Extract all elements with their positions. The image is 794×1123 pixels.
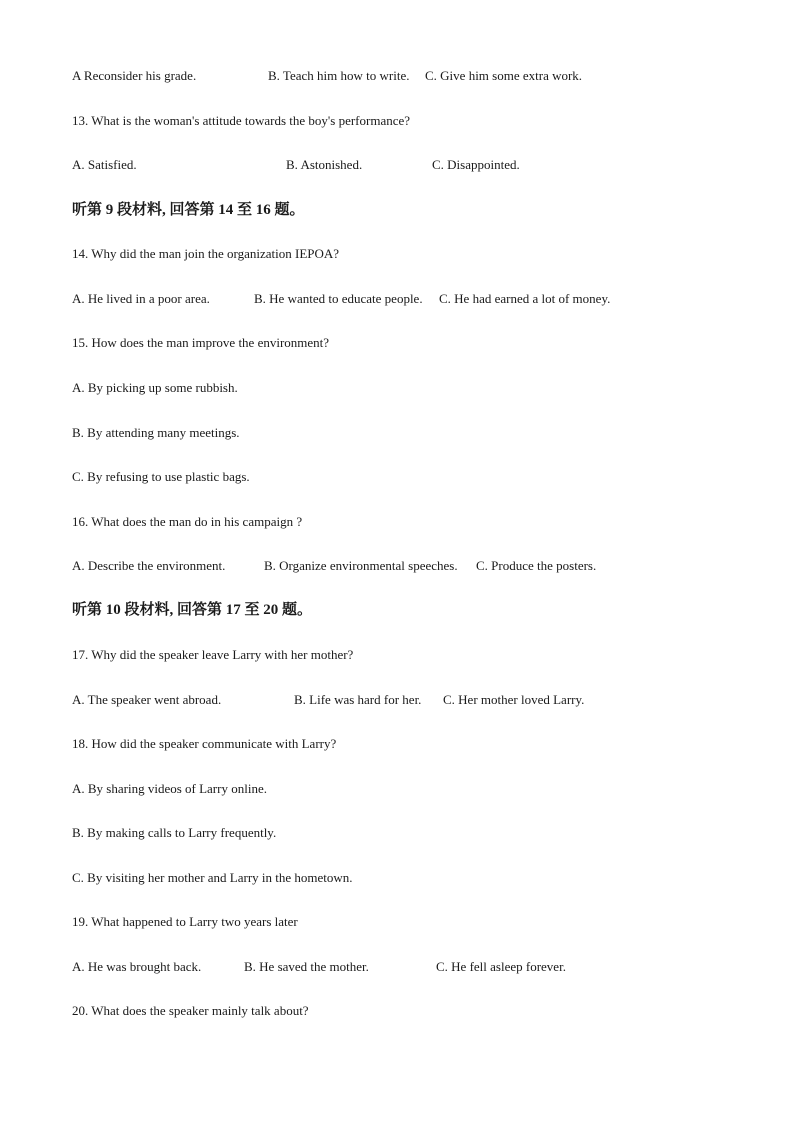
q14-question: 14. Why did the man join the organization IEPOA? xyxy=(72,246,340,261)
q15-option-a: A. By picking up some rubbish. xyxy=(72,380,238,395)
q16-option-a: A. Describe the environment. xyxy=(72,558,226,573)
q19-option-b: B. He saved the mother. xyxy=(244,959,369,974)
q18-option-a: A. By sharing videos of Larry online. xyxy=(72,781,267,796)
q18-option-c: C. By visiting her mother and Larry in the hometown. xyxy=(72,870,353,885)
q18-option-b: B. By making calls to Larry frequently. xyxy=(72,825,277,840)
q16-option-b: B. Organize environmental speeches. xyxy=(264,558,458,573)
section-10-heading: 听第 10 段材料, 回答第 17 至 20 题。 xyxy=(72,602,313,618)
q13-option-c: C. Disappointed. xyxy=(432,157,520,172)
q12-option-a: A Reconsider his grade. xyxy=(72,68,197,83)
q14-option-b: B. He wanted to educate people. xyxy=(254,291,423,306)
q17-option-c: C. Her mother loved Larry. xyxy=(443,692,585,707)
q16-option-c: C. Produce the posters. xyxy=(476,558,597,573)
q17-question: 17. Why did the speaker leave Larry with her mother? xyxy=(72,647,354,662)
q15-question: 15. How does the man improve the environment? xyxy=(72,335,330,350)
q12-option-c: C. Give him some extra work. xyxy=(425,68,583,83)
q18-question: 18. How did the speaker communicate with Larry? xyxy=(72,736,337,751)
q17-option-b: B. Life was hard for her. xyxy=(294,692,422,707)
q20-question: 20. What does the speaker mainly talk about? xyxy=(72,1003,309,1018)
q13-option-b: B. Astonished. xyxy=(286,157,363,172)
q12-option-b: B. Teach him how to write. xyxy=(268,68,410,83)
q14-option-a: A. He lived in a poor area. xyxy=(72,291,210,306)
q17-option-a: A. The speaker went abroad. xyxy=(72,692,222,707)
q16-question: 16. What does the man do in his campaign ? xyxy=(72,514,303,529)
q19-question: 19. What happened to Larry two years later xyxy=(72,914,298,929)
q19-option-a: A. He was brought back. xyxy=(72,959,202,974)
q13-question: 13. What is the woman's attitude towards the boy's performance? xyxy=(72,113,411,128)
q19-option-c: C. He fell asleep forever. xyxy=(436,959,566,974)
q15-option-b: B. By attending many meetings. xyxy=(72,425,240,440)
q13-option-a: A. Satisfied. xyxy=(72,157,137,172)
section-9-heading: 听第 9 段材料, 回答第 14 至 16 题。 xyxy=(72,202,305,218)
q14-option-c: C. He had earned a lot of money. xyxy=(439,291,611,306)
q15-option-c: C. By refusing to use plastic bags. xyxy=(72,469,250,484)
